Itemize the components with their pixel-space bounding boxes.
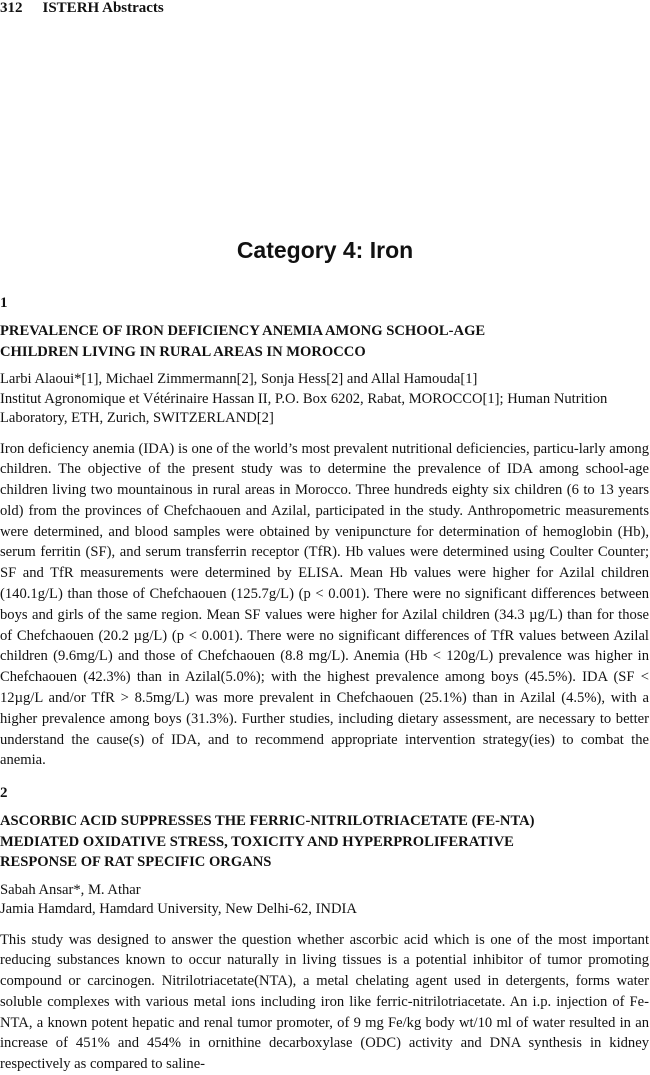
abstract-title [0,321,649,362]
abstract-number: 1 [0,294,649,312]
abstract-affiliation: Institut Agronomique et Vétérinaire Hassan II, P.O. Box 6202, Rabat, MOROCCO[1]; Human Nutrition Laboratory, ETH, Zurich, SWITZERLAND[2] [0,390,649,429]
page-number: 312 [0,0,23,16]
abstract-authors: Larbi Alaoui*[1], Michael Zimmermann[2], Sonja Hess[2] and Allal Hamouda[1] [0,370,649,390]
category-heading: Category 4: Iron [0,236,650,264]
abstract-1 [0,294,649,771]
abstract-affiliation: Jamia Hamdard, Hamdard University, New Delhi-62, INDIA [0,900,649,920]
abstract-title-line: ASCORBIC ACID SUPPRESSES THE FERRIC-NITRILOTRIACETATE (FE-NTA) [0,811,649,832]
abstract-number: 2 [0,784,649,802]
running-header [0,0,164,16]
abstract-authors: Sabah Ansar*, M. Athar [0,881,649,901]
abstract-title-line: RESPONSE OF RAT SPECIFIC ORGANS [0,852,649,873]
abstract-body: This study was designed to answer the question whether ascorbic acid which is one of the most important reducing substances known to occur naturally in living tissues is a potential inhibitor of tumor promoting compound or carcinogen. Nitrilotriacetate(NTA), a metal chelating agent used in detergents, forms water soluble complexes with various metal ions including iron like ferric-nitrilotriacetate. An i.p. injection of Fe-NTA, a known potent hepatic and renal tumor promoter, of 9 mg Fe/kg body wt/10 ml of water resulted in an increase of 451% and 454% in ornithine decarboxylase (ODC) activity and DNA synthesis in kidney respectively as compared to saline- [0,930,649,1075]
abstract-body: Iron deficiency anemia (IDA) is one of the world’s most prevalent nutritional deficiencies, particu-larly among children. The objective of the present study was to determine the prevalence of IDA among school-age children living two mountainous in rural areas in Morocco. Three hundreds eighty six children (6 to 13 years old) from the provinces of Chefchaouen and Azilal, participated in the study. Anthropometric measurements were determined, and blood samples were obtained by venipuncture for determination of hemoglobin (Hb), serum ferritin (SF), and serum transferrin receptor (TfR). Hb values were determined using Coulter Counter; SF and TfR measurements were determined by ELISA. Mean Hb values were higher for Azilal children (140.1g/L) than those of Chefchaouen (125.7g/L) (p < 0.001). There were no significant differences between boys and girls of the same region. Mean SF values were higher for Azilal children (34.3 µg/L) than for those of Chefchaouen (20.2 µg/L) (p < 0.001). There were no significant differences of TfR values between Azilal children (9.6mg/L) and those of Chefchaouen (8.8 mg/L). Anemia (Hb < 120g/L) prevalence was higher in Chefchaouen (42.3%) than in Azilal(5.0%); with the highest prevalence among boys (45.5%). IDA (SF < 12µg/L and/or TfR > 8.5mg/L) was more prevalent in Chefchaouen (25.1%) than in Azilal (4.5%), with a higher prevalence among boys (31.3%). Further studies, including dietary assessment, are necessary to better understand the cause(s) of IDA, and to recommend appropriate intervention strategy(ies) to combat the anemia. [0,439,649,772]
journal-title: ISTERH Abstracts [43,0,164,16]
abstract-title-line: MEDIATED OXIDATIVE STRESS, TOXICITY AND HYPERPROLIFERATIVE [0,832,649,853]
abstract-title [0,811,649,873]
abstract-title-line: PREVALENCE OF IRON DEFICIENCY ANEMIA AMONG SCHOOL-AGE [0,321,649,342]
abstract-title-line: CHILDREN LIVING IN RURAL AREAS IN MOROCCO [0,342,649,363]
abstract-2 [0,784,649,1075]
